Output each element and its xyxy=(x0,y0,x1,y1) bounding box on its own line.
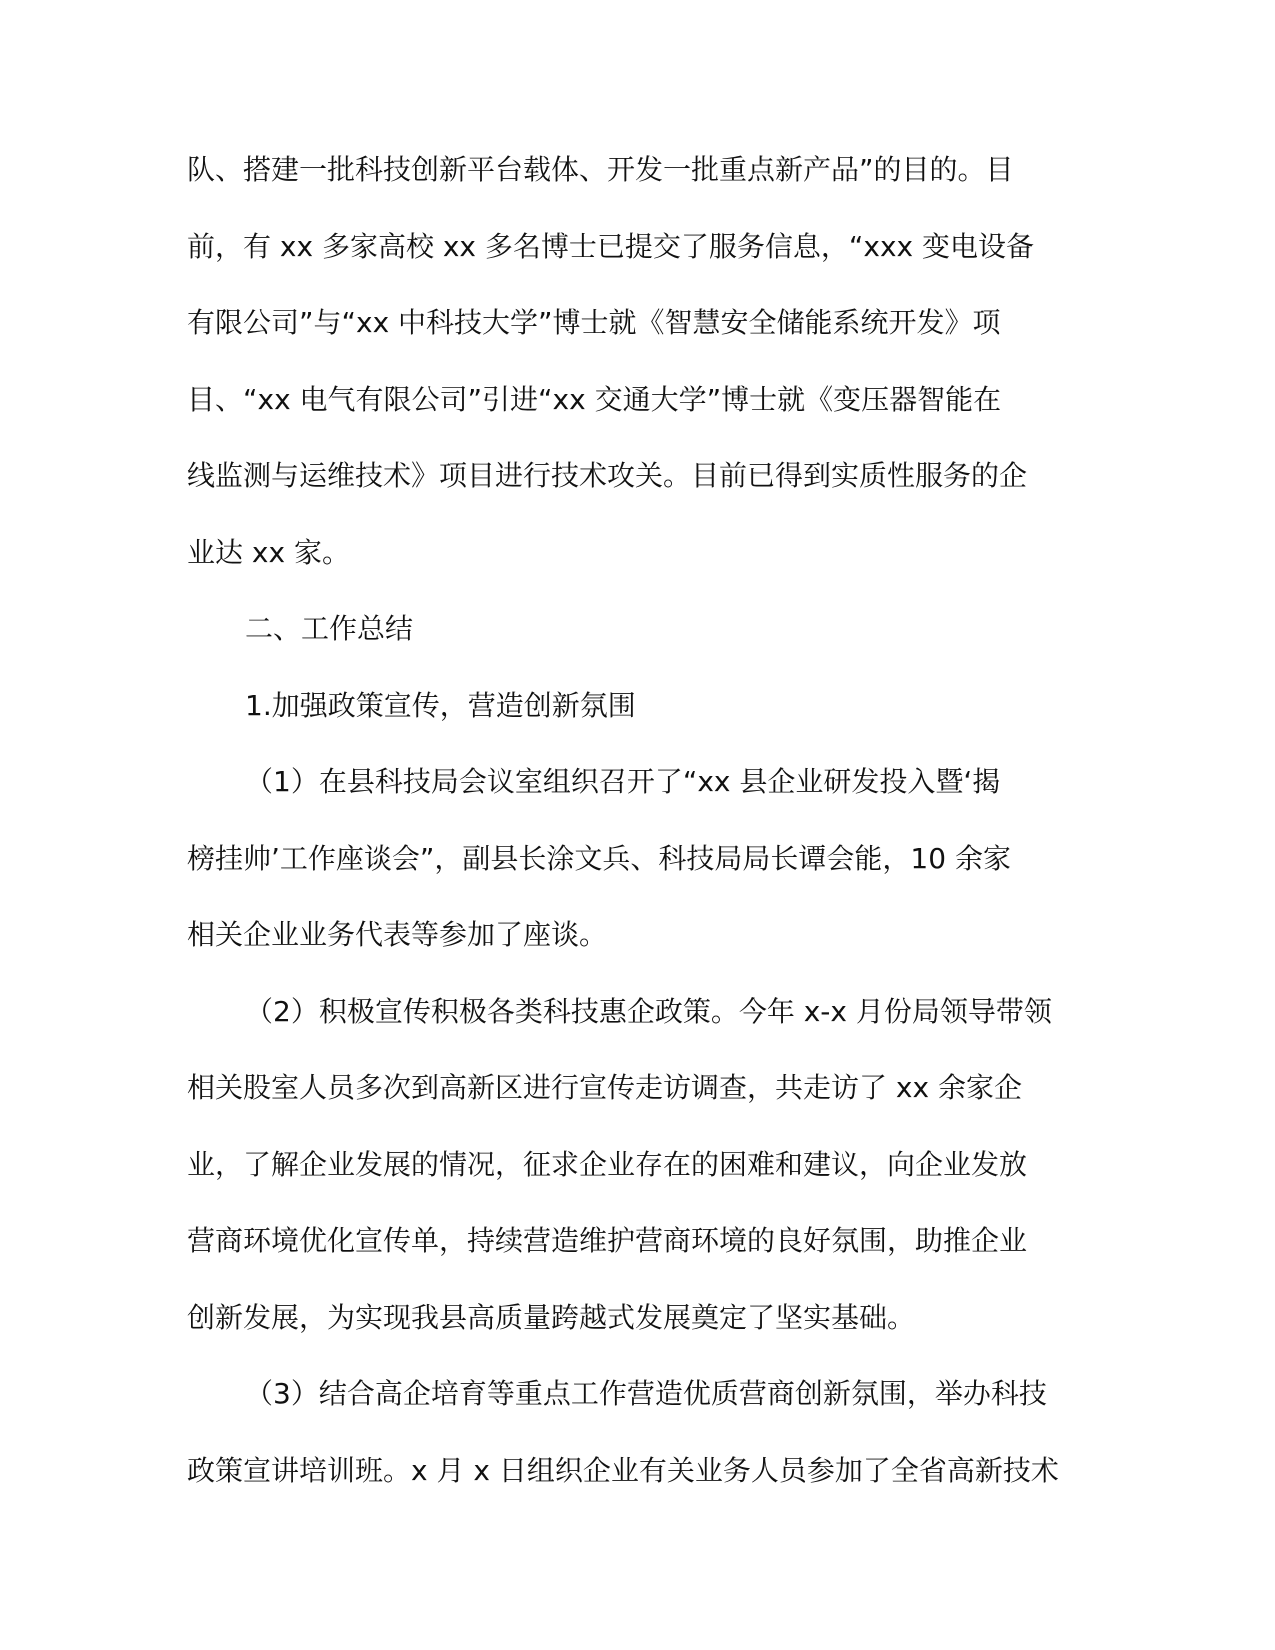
section-heading: 二、工作总结 xyxy=(245,612,414,645)
paragraph-first-line: （3）结合高企培育等重点工作营造优质营商创新氛围，举办科技 xyxy=(245,1377,1047,1410)
text-line: 线监测与运维技术》项目进行技术攻关。目前已得到实质性服务的企 xyxy=(187,459,1028,492)
text-line: 相关股室人员多次到高新区进行宣传走访调查，共走访了 xx 余家企 xyxy=(187,1071,1022,1104)
text-line: 营商环境优化宣传单，持续营造维护营商环境的良好氛围，助推企业 xyxy=(187,1224,1028,1257)
text-line: 业，了解企业发展的情况，征求企业存在的困难和建议，向企业发放 xyxy=(187,1147,1028,1181)
subsection-heading: 1.加强政策宣传，营造创新氛围 xyxy=(245,688,636,722)
document-body xyxy=(187,132,1087,1509)
paragraph-first-line: （1）在县科技局会议室组织召开了“xx 县企业研发投入暨‘揭 xyxy=(245,765,1001,798)
paragraph-first-line: （2）积极宣传积极各类科技惠企政策。今年 x-x 月份局领导带领 xyxy=(245,994,1052,1028)
text-line: 队、搭建一批科技创新平台载体、开发一批重点新产品”的目的。目 xyxy=(187,153,1014,186)
text-line: 相关企业业务代表等参加了座谈。 xyxy=(187,918,608,951)
text-line: 创新发展，为实现我县高质量跨越式发展奠定了坚实基础。 xyxy=(187,1300,916,1334)
text-line: 有限公司”与“xx 中科技大学”博士就《智慧安全储能系统开发》项 xyxy=(187,306,1001,339)
text-line: 前，有 xx 多家高校 xx 多名博士已提交了服务信息，“xxx 变电设备 xyxy=(187,229,1035,263)
text-line: 政策宣讲培训班。x 月 x 日组织企业有关业务人员参加了全省高新技术 xyxy=(187,1453,1059,1487)
text-line: 榜挂帅’工作座谈会”，副县长涂文兵、科技局局长谭会能，10 余家 xyxy=(187,841,1011,875)
text-line: 业达 xx 家。 xyxy=(187,535,350,569)
text-line: 目、“xx 电气有限公司”引进“xx 交通大学”博士就《变压器智能在 xyxy=(187,382,1002,416)
